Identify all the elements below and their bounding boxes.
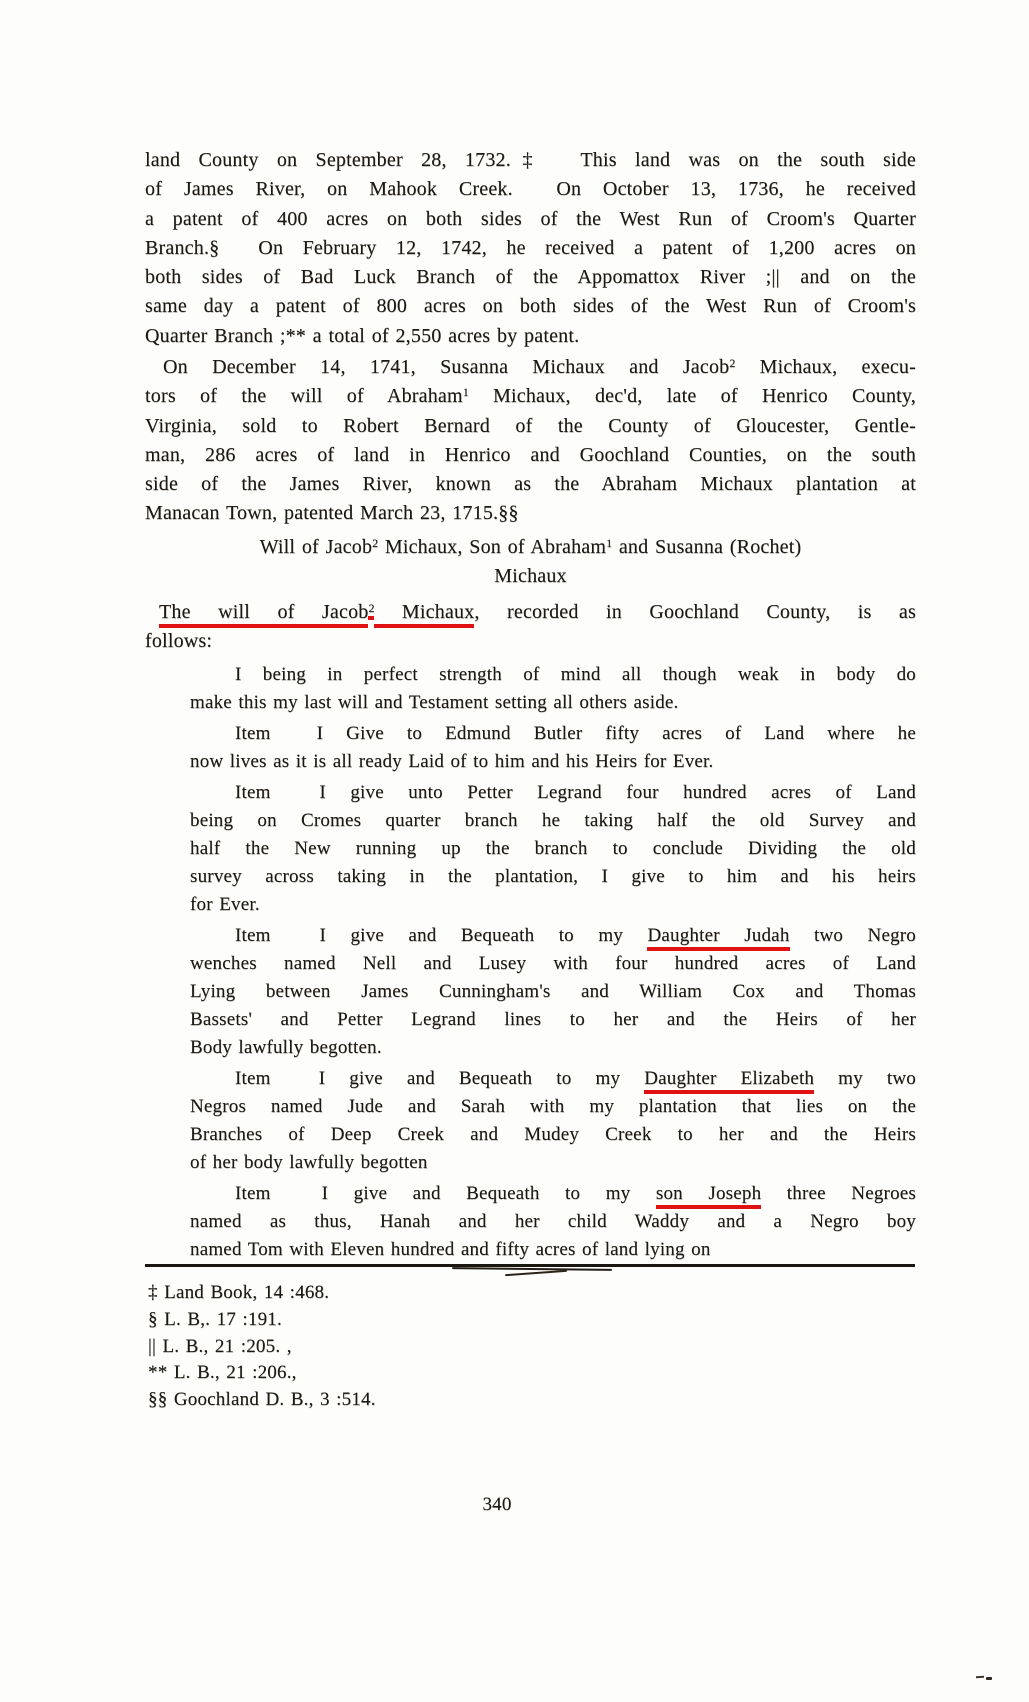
text-line: make this my last will and Testament setting all others aside. — [190, 692, 679, 713]
footnote-lb-21-206: ** L. B., 21 :206., — [148, 1362, 297, 1384]
will-paragraph-daughter-judah — [190, 922, 916, 1062]
text-line: survey across taking in the plantation, I give to him and his heirs — [190, 866, 916, 887]
text-line: Manacan Town, patented March 23, 1715.§§ — [145, 502, 519, 525]
text-line: same day a patent of 800 acres on both sides of the West Run of Croom's — [145, 295, 916, 318]
text-line: named as thus, Hanah and her child Waddy and a Negro boy — [190, 1211, 916, 1232]
scan-artifact-rule-dash — [505, 1270, 567, 1276]
text-line: Item I give and Bequeath to my Daughter Elizabeth my two — [190, 1065, 916, 1093]
footnote-goochland-db: §§ Goochland D. B., 3 :514. — [148, 1389, 376, 1411]
text-line: Item I give unto Petter Legrand four hundred acres of Land — [235, 782, 916, 803]
text-line: Branch.§ On February 12, 1742, he received a patent of 1,200 acres on — [145, 236, 916, 259]
text-line: Body lawfully begotten. — [190, 1037, 382, 1058]
text-line: follows: — [145, 630, 213, 653]
text-line: named Tom with Eleven hundred and fifty acres of land lying on — [190, 1239, 711, 1260]
footnote-lb-21-205: || L. B., 21 :205. , — [148, 1335, 292, 1357]
will-text-block — [190, 661, 916, 1267]
footnote-separator-rule — [145, 1264, 915, 1267]
text-line: Michaux — [494, 565, 567, 587]
text-line: man, 286 acres of land in Henrico and Goochland Counties, on the south — [145, 443, 916, 466]
text-line: tors of the will of Abraham$^1$ Michaux, dec'd, late of Henrico County, — [145, 385, 917, 408]
paragraph-land-patents — [145, 146, 916, 351]
text-line: a patent of 400 acres on both sides of the West Run of Croom's Quarter — [145, 207, 916, 230]
text-line: The will of Jacob$^2$ Michaux, recorded in Goochland County, is as — [145, 598, 916, 627]
text-line: Virginia, sold to Robert Bernard of the County of Gloucester, Gentle- — [145, 414, 916, 437]
text-line: of her body lawfully begotten — [190, 1152, 428, 1173]
text-line: now lives as it is all ready Laid of to him and his Heirs for Ever. — [190, 751, 714, 772]
text-line: Item I Give to Edmund Butler fifty acres of Land where he — [235, 723, 916, 744]
text-line: half the New running up the branch to conclude Dividing the old — [190, 838, 916, 859]
footnote-land-book: ‡ Land Book, 14 :468. — [148, 1282, 330, 1303]
text-line: On December 14, 1741, Susanna Michaux and Jacob$^2$ Michaux, execu- — [163, 356, 916, 378]
text-line: of James River, on Mahook Creek. On October 13, 1736, he received — [145, 178, 916, 201]
text-line: both sides of Bad Luck Branch of the Appomattox River ;|| and on the — [145, 266, 916, 289]
page-number: 340 — [482, 1494, 512, 1515]
paragraph-deed-1741 — [145, 353, 916, 529]
text-line: wenches named Nell and Lusey with four hundred acres of Land — [190, 953, 916, 974]
text-line: I being in perfect strength of mind all though weak in body do — [235, 664, 916, 685]
text-line: Negros named Jude and Sarah with my plantation that lies on the — [190, 1096, 916, 1117]
text-line: Lying between James Cunningham's and William Cox and Thomas — [190, 981, 916, 1002]
will-paragraph-edmund-butler — [190, 720, 916, 776]
text-line: Item I give and Bequeath to my son Joseph three Negroes — [190, 1180, 916, 1208]
will-paragraph-son-joseph — [190, 1180, 916, 1264]
paragraph-will-intro — [145, 598, 916, 657]
section-heading-will-of-jacob-michaux — [145, 533, 916, 591]
scan-artifact-corner-smudge — [976, 1674, 994, 1681]
footnote-lb-17-191: § L. B,. 17 :191. — [148, 1308, 282, 1330]
will-paragraph-preamble — [190, 661, 916, 717]
text-line: Branches of Deep Creek and Mudey Creek to her and the Heirs — [190, 1124, 916, 1145]
text-line: land County on September 28, 1732.‡ This land was on the south side — [145, 149, 916, 171]
text-line: side of the James River, known as the Abraham Michaux plantation at — [145, 473, 916, 496]
will-paragraph-petter-legrand — [190, 779, 916, 919]
text-line: Quarter Branch ;** a total of 2,550 acres by patent. — [145, 324, 580, 347]
text-line: Item I give and Bequeath to my Daughter Judah two Negro — [190, 922, 916, 950]
text-line: for Ever. — [190, 894, 260, 915]
scan-artifact-rule-echo — [452, 1267, 612, 1271]
text-line: being on Cromes quarter branch he taking half the old Survey and — [190, 810, 916, 831]
will-paragraph-daughter-elizabeth — [190, 1065, 916, 1177]
text-line: Will of Jacob$^2$ Michaux, Son of Abraham$^1$ and Susanna (Rochet) — [259, 536, 802, 558]
text-line: Bassets' and Petter Legrand lines to her and the Heirs of her — [190, 1009, 916, 1030]
footnotes-block — [148, 1280, 668, 1414]
